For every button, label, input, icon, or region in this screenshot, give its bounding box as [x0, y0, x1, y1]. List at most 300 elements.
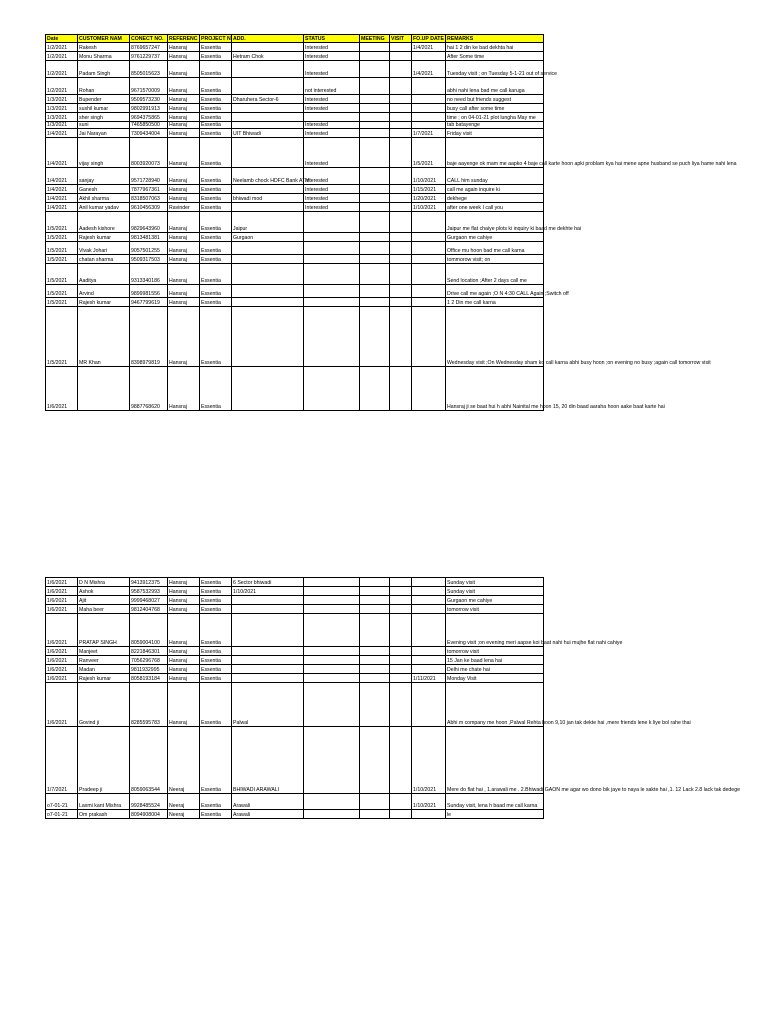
cell-status	[304, 578, 360, 587]
cell-visit	[390, 605, 412, 614]
cell-status	[304, 614, 360, 647]
cell-contact: 9813481381	[130, 233, 168, 242]
cell-name: Govind ji	[78, 683, 130, 727]
cell-ref: Hansraj	[168, 168, 200, 185]
cell-ref: Hansraj	[168, 255, 200, 264]
cell-add: bhiwadi mod	[232, 194, 304, 203]
table-row	[46, 587, 544, 596]
cell-status	[304, 674, 360, 683]
cell-name: Rakesh	[78, 43, 130, 52]
cell-visit	[390, 52, 412, 61]
table-row	[46, 122, 544, 129]
cell-remarks: tomorrow visit	[446, 605, 544, 614]
cell-visit	[390, 242, 412, 255]
cell-ref: Neeraj	[168, 810, 200, 819]
cell-add: Jaipur	[232, 212, 304, 233]
table-row	[46, 43, 544, 52]
cell-add: Dharuhera Sector-6	[232, 95, 304, 104]
cell-contact: 8058193184	[130, 674, 168, 683]
cell-project: Essentia	[200, 285, 232, 298]
cell-status: Interested	[304, 194, 360, 203]
cell-ref: Hansraj	[168, 665, 200, 674]
cell-visit	[390, 596, 412, 605]
cell-date: o7-01-21	[46, 794, 78, 810]
cell-status	[304, 298, 360, 307]
cell-ref: Hansraj	[168, 298, 200, 307]
cell-status	[304, 794, 360, 810]
cell-project: Essentia	[200, 52, 232, 61]
cell-add	[232, 665, 304, 674]
cell-project: Essentia	[200, 810, 232, 819]
cell-remarks: after one week I call you	[446, 203, 544, 212]
cell-project: Essentia	[200, 665, 232, 674]
cell-visit	[390, 43, 412, 52]
cell-fu: 1/15/2021	[412, 185, 446, 194]
cell-date: 1/3/2021	[46, 95, 78, 104]
cell-name: sher singh	[78, 113, 130, 122]
cell-contact: 8059004100	[130, 614, 168, 647]
cell-status: Interested	[304, 43, 360, 52]
cell-ref: Hansraj	[168, 43, 200, 52]
cell-status	[304, 212, 360, 233]
cell-visit	[390, 78, 412, 95]
cell-date: 1/5/2021	[46, 212, 78, 233]
cell-remarks: Mere do flat hai , 1.arawali me . 2.Bhiwadi GAON me agar wo dono bik jaye to naya le sakte hai ,1. 12 Lack 2.8 lack tak dedege	[446, 727, 544, 794]
cell-status	[304, 113, 360, 122]
cell-add	[232, 656, 304, 665]
cell-remarks: Tuesday visit ; on Tuesday 5-1-21 out of service	[446, 61, 544, 78]
cell-meeting	[360, 78, 390, 95]
cell-remarks: After Some time	[446, 52, 544, 61]
cell-fu	[412, 298, 446, 307]
table-row	[46, 647, 544, 656]
cell-name: Aaditya	[78, 264, 130, 285]
cell-add	[232, 647, 304, 656]
cell-contact: 8221846301	[130, 647, 168, 656]
cell-visit	[390, 194, 412, 203]
cell-ref: Hansraj	[168, 307, 200, 367]
cell-visit	[390, 285, 412, 298]
cell-meeting	[360, 61, 390, 78]
table-row	[46, 185, 544, 194]
cell-add	[232, 203, 304, 212]
cell-project: Essentia	[200, 194, 232, 203]
cell-remarks: Office mu hoon bad me call karna	[446, 242, 544, 255]
cell-fu	[412, 587, 446, 596]
table-row	[46, 113, 544, 122]
cell-add	[232, 255, 304, 264]
cell-visit	[390, 298, 412, 307]
column-header: MEETING	[360, 35, 390, 43]
cell-fu: 1/20/2021	[412, 194, 446, 203]
cell-remarks: 15 Jan ke baad lena hai	[446, 656, 544, 665]
cell-visit	[390, 307, 412, 367]
cell-meeting	[360, 129, 390, 138]
cell-visit	[390, 727, 412, 794]
cell-fu: 1/4/2021	[412, 43, 446, 52]
cell-fu	[412, 656, 446, 665]
cell-contact: 9999468027	[130, 596, 168, 605]
table-row	[46, 656, 544, 665]
cell-project: Essentia	[200, 233, 232, 242]
cell-date: 1/4/2021	[46, 129, 78, 138]
cell-status	[304, 596, 360, 605]
cell-add	[232, 122, 304, 129]
cell-add: Hetram Chok	[232, 52, 304, 61]
cell-add	[232, 185, 304, 194]
cell-add	[232, 367, 304, 411]
cell-status	[304, 255, 360, 264]
cell-date: 1/3/2021	[46, 113, 78, 122]
cell-project: Essentia	[200, 43, 232, 52]
cell-remarks: Delhi me chate hai	[446, 665, 544, 674]
cell-contact: 8769657247	[130, 43, 168, 52]
cell-visit	[390, 578, 412, 587]
cell-visit	[390, 367, 412, 411]
cell-contact: 9413912375	[130, 578, 168, 587]
cell-remarks: Evening visit ;on evening meri aapse koi baat nahi hui mujhe flat nahi cahiye	[446, 614, 544, 647]
cell-name: MR Khan	[78, 307, 130, 367]
cell-project: Essentia	[200, 212, 232, 233]
table-row	[46, 264, 544, 285]
cell-visit	[390, 255, 412, 264]
cell-add	[232, 614, 304, 647]
table-row	[46, 95, 544, 104]
table-row	[46, 285, 544, 298]
cell-meeting	[360, 578, 390, 587]
table-row	[46, 129, 544, 138]
cell-fu: 1/4/2021	[412, 61, 446, 78]
cell-ref: Hansraj	[168, 185, 200, 194]
cell-contact: 9313340186	[130, 264, 168, 285]
cell-remarks: no need but friends suggest	[446, 95, 544, 104]
cell-add	[232, 43, 304, 52]
cell-remarks: Sunday visit	[446, 587, 544, 596]
cell-ref: Hansraj	[168, 264, 200, 285]
cell-add	[232, 138, 304, 168]
cell-status: Interested	[304, 129, 360, 138]
cell-ref: Hansraj	[168, 656, 200, 665]
table-row	[46, 212, 544, 233]
cell-name: chatan sharma	[78, 255, 130, 264]
cell-ref: Hansraj	[168, 61, 200, 78]
cell-add	[232, 596, 304, 605]
cell-name: Akhil sharma	[78, 194, 130, 203]
cell-meeting	[360, 614, 390, 647]
cell-add: BHIWADI ARAWALI	[232, 727, 304, 794]
cell-contact: 7309434004	[130, 129, 168, 138]
column-header: PROJECT N	[201, 36, 231, 42]
cell-remarks: Gurgaon me cahiye	[446, 233, 544, 242]
table-row	[46, 307, 544, 367]
cell-meeting	[360, 298, 390, 307]
table-row	[46, 168, 544, 185]
cell-meeting	[360, 665, 390, 674]
cell-project: Essentia	[200, 122, 232, 129]
table-row	[46, 605, 544, 614]
column-header: VISIT	[390, 35, 412, 43]
cell-add	[232, 264, 304, 285]
cell-name: Anil kumar yadav	[78, 203, 130, 212]
cell-remarks: call me again inquire ki	[446, 185, 544, 194]
cell-remarks: Abhi m company me hoon ,Palwal Rehta hoon 9,10 jan tak dekte hai ,mere friends lene k liye bol rahe thai	[446, 683, 544, 727]
cell-status	[304, 587, 360, 596]
cell-date: 1/5/2021	[46, 264, 78, 285]
cell-date: 1/6/2021	[46, 587, 78, 596]
cell-project: Essentia	[200, 95, 232, 104]
cell-fu	[412, 683, 446, 727]
cell-ref: Hansraj	[168, 138, 200, 168]
cell-date: 1/4/2021	[46, 203, 78, 212]
cell-fu	[412, 285, 446, 298]
cell-add	[232, 104, 304, 113]
table-row	[46, 52, 544, 61]
cell-ref: Hansraj	[168, 683, 200, 727]
cell-name: suni	[78, 122, 130, 129]
cell-project: Essentia	[200, 129, 232, 138]
cell-date: 1/5/2021	[46, 233, 78, 242]
cell-date: 1/6/2021	[46, 647, 78, 656]
cell-meeting	[360, 194, 390, 203]
cell-fu: 1/10/2021	[412, 727, 446, 794]
table-row	[46, 78, 544, 95]
cell-contact: 9467799619	[130, 298, 168, 307]
cell-meeting	[360, 794, 390, 810]
cell-meeting	[360, 168, 390, 185]
cell-fu	[412, 367, 446, 411]
cell-meeting	[360, 656, 390, 665]
column-header: FO.UP DATE	[413, 36, 444, 42]
cell-contact: 8318507063	[130, 194, 168, 203]
cell-fu	[412, 578, 446, 587]
cell-fu: 1/10/2021	[412, 203, 446, 212]
cell-fu: 1/5/2021	[412, 138, 446, 168]
cell-project: Essentia	[200, 203, 232, 212]
cell-ref: Hansraj	[168, 674, 200, 683]
cell-add: 6 Sector bhiwadi	[232, 578, 304, 587]
cell-add	[232, 61, 304, 78]
cell-remarks: Monday Visit	[446, 674, 544, 683]
cell-fu: 1/11/2021	[412, 674, 446, 683]
cell-status	[304, 242, 360, 255]
cell-name: PRATAP SINGH	[78, 614, 130, 647]
cell-status: Interested	[304, 52, 360, 61]
cell-project: Essentia	[200, 168, 232, 185]
cell-ref: Hansraj	[168, 78, 200, 95]
cell-remarks: tomorrow visit	[446, 647, 544, 656]
cell-visit	[390, 138, 412, 168]
cell-project: Essentia	[200, 647, 232, 656]
table-row	[46, 727, 544, 794]
cell-ref: Hansraj	[168, 367, 200, 411]
cell-ref: Neeraj	[168, 794, 200, 810]
cell-meeting	[360, 307, 390, 367]
cell-remarks: tommorow visit; on	[446, 255, 544, 264]
cell-ref: Hansraj	[168, 647, 200, 656]
cell-fu	[412, 95, 446, 104]
cell-remarks: Sunday visit, lena h baad me call karna	[446, 794, 544, 810]
cell-date: 1/6/2021	[46, 367, 78, 411]
cell-visit	[390, 614, 412, 647]
table-row	[46, 233, 544, 242]
cell-contact: 8059063544	[130, 727, 168, 794]
cell-fu	[412, 242, 446, 255]
cell-status	[304, 367, 360, 411]
cell-date: 1/6/2021	[46, 683, 78, 727]
cell-contact: 9057501255	[130, 242, 168, 255]
cell-status	[304, 285, 360, 298]
cell-meeting	[360, 95, 390, 104]
cell-name: Manjeet	[78, 647, 130, 656]
cell-contact: 8505015623	[130, 61, 168, 78]
cell-fu: 1/10/2021	[412, 794, 446, 810]
cell-fu: 1/10/2021	[412, 168, 446, 185]
cell-contact: 9587532993	[130, 587, 168, 596]
table-row	[46, 578, 544, 587]
cell-contact: 9610456309	[130, 203, 168, 212]
cell-name: Ganesh	[78, 185, 130, 194]
cell-contact: 7465850500	[130, 122, 168, 129]
cell-meeting	[360, 203, 390, 212]
cell-project: Essentia	[200, 307, 232, 367]
cell-visit	[390, 665, 412, 674]
cell-ref: Hansraj	[168, 233, 200, 242]
cell-add	[232, 674, 304, 683]
cell-status	[304, 656, 360, 665]
cell-add	[232, 298, 304, 307]
cell-meeting	[360, 255, 390, 264]
cell-fu	[412, 810, 446, 819]
cell-status	[304, 605, 360, 614]
cell-ref: Hansraj	[168, 578, 200, 587]
cell-name: vijay singh	[78, 138, 130, 168]
cell-visit	[390, 683, 412, 727]
cell-project: Essentia	[200, 185, 232, 194]
cell-fu: 1/7/2021	[412, 129, 446, 138]
cell-date: 1/4/2021	[46, 168, 78, 185]
cell-contact: 8285595783	[130, 683, 168, 727]
cell-meeting	[360, 185, 390, 194]
column-header: CONECT NO.	[130, 35, 168, 43]
cell-name: Ashok	[78, 587, 130, 596]
cell-name: Padam Singh	[78, 61, 130, 78]
cell-remarks: Gurgaon me cahiye	[446, 596, 544, 605]
cell-name	[78, 367, 130, 411]
cell-fu	[412, 212, 446, 233]
cell-date: 1/5/2021	[46, 255, 78, 264]
cell-add	[232, 605, 304, 614]
cell-visit	[390, 233, 412, 242]
cell-ref: Hansraj	[168, 614, 200, 647]
cell-ref: Ravinder	[168, 203, 200, 212]
column-header: ADD.	[232, 35, 304, 43]
cell-project: Essentia	[200, 605, 232, 614]
cell-ref: Neeraj	[168, 727, 200, 794]
cell-status: Interested	[304, 185, 360, 194]
leads-table-2	[45, 577, 740, 819]
cell-remarks: CALL him sunday	[446, 168, 544, 185]
table-row	[46, 194, 544, 203]
cell-visit	[390, 113, 412, 122]
cell-project: Essentia	[200, 61, 232, 78]
cell-fu	[412, 113, 446, 122]
cell-meeting	[360, 233, 390, 242]
cell-date: 1/6/2021	[46, 578, 78, 587]
cell-contact: 9899981556	[130, 285, 168, 298]
cell-add	[232, 242, 304, 255]
cell-visit	[390, 674, 412, 683]
cell-contact: 9671570009	[130, 78, 168, 95]
table-row	[46, 367, 544, 411]
cell-name: Maha beer	[78, 605, 130, 614]
cell-fu	[412, 233, 446, 242]
cell-visit	[390, 203, 412, 212]
cell-add	[232, 307, 304, 367]
cell-fu	[412, 647, 446, 656]
cell-contact: 9761229737	[130, 52, 168, 61]
cell-visit	[390, 794, 412, 810]
cell-remarks: Friday visit	[446, 129, 544, 138]
cell-fu	[412, 596, 446, 605]
cell-project: Essentia	[200, 614, 232, 647]
cell-project: Essentia	[200, 794, 232, 810]
cell-contact: 9802991913	[130, 104, 168, 113]
cell-date: 1/5/2021	[46, 298, 78, 307]
cell-project: Essentia	[200, 255, 232, 264]
table-row	[46, 104, 544, 113]
cell-fu	[412, 307, 446, 367]
cell-visit	[390, 104, 412, 113]
cell-fu	[412, 614, 446, 647]
cell-meeting	[360, 683, 390, 727]
cell-fu	[412, 255, 446, 264]
cell-date: 1/2/2021	[46, 78, 78, 95]
cell-name: Arvind	[78, 285, 130, 298]
cell-date: 1/7/2021	[46, 727, 78, 794]
cell-remarks: 1 2 Din me call karna	[446, 298, 544, 307]
column-header: REMARKS	[446, 35, 544, 43]
cell-fu	[412, 52, 446, 61]
cell-fu	[412, 665, 446, 674]
cell-visit	[390, 656, 412, 665]
cell-status	[304, 683, 360, 727]
cell-name: Vivak Johari	[78, 242, 130, 255]
table-row	[46, 255, 544, 264]
cell-visit	[390, 212, 412, 233]
cell-visit	[390, 129, 412, 138]
cell-contact: 9694375865	[130, 113, 168, 122]
cell-contact: 9811932995	[130, 665, 168, 674]
cell-date: 1/6/2021	[46, 614, 78, 647]
cell-name: sushil kumar	[78, 104, 130, 113]
cell-add: Neelamb chock HDFC Bank ATM	[232, 168, 304, 185]
cell-name: Pradeep ji	[78, 727, 130, 794]
cell-project: Essentia	[200, 264, 232, 285]
cell-ref: Hansraj	[168, 212, 200, 233]
cell-meeting	[360, 587, 390, 596]
cell-add: UIT Bhiwadi	[232, 129, 304, 138]
table-row	[46, 665, 544, 674]
cell-remarks: Drive call me again ;O N 4:30 CALL Again ;Switch off	[446, 285, 544, 298]
cell-add	[232, 285, 304, 298]
cell-contact: 9887768620	[130, 367, 168, 411]
cell-ref: Hansraj	[168, 605, 200, 614]
cell-date: 1/2/2021	[46, 52, 78, 61]
cell-name: Laxmi kant Mishra	[78, 794, 130, 810]
cell-fu	[412, 605, 446, 614]
table-row	[46, 242, 544, 255]
cell-meeting	[360, 727, 390, 794]
